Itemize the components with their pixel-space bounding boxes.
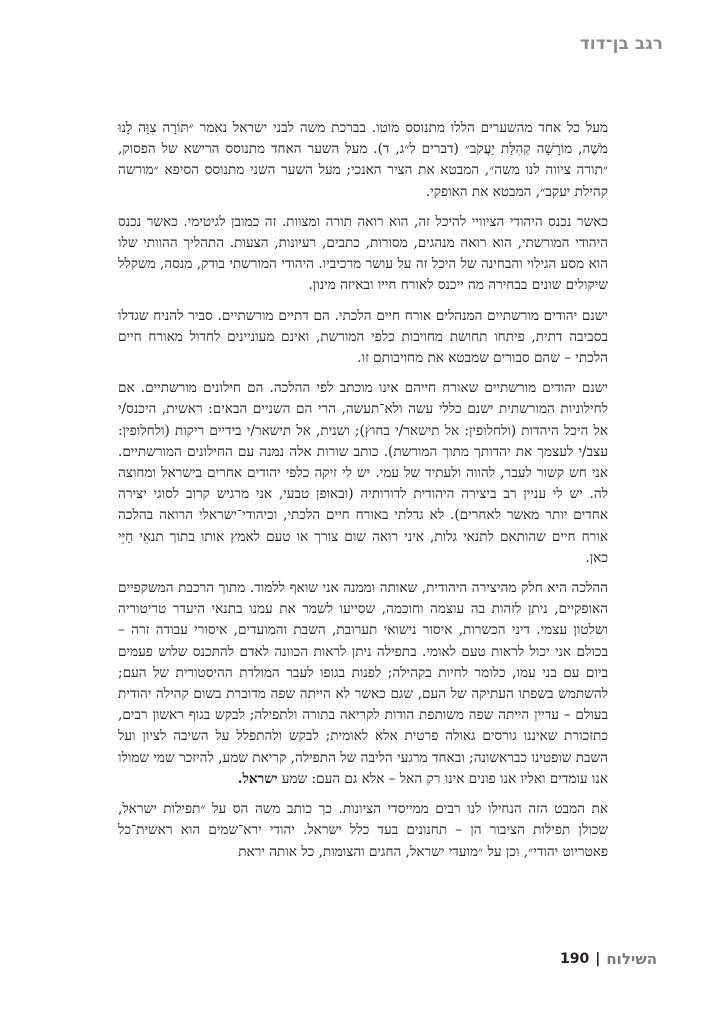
- page-footer: [560, 950, 657, 968]
- article-body: [118, 118, 608, 872]
- paragraph-3: ישנם יהודים מורשתיים המנהלים אורח חיים הלכתי. הם דתיים מורשתיים. סביר להניח שגדלו בסביבה דתית, פיתחו תחושת מחויבות כלפי המורשת, ואינם מעוניינים לחדול מאורח חיים הלכתי – שהם סבורים שמבטא את מחויבותם זו.: [118, 307, 608, 367]
- journal-name: השילוח: [606, 950, 657, 968]
- paragraph-6: את המבט הזה הנחילו לנו רבים ממייסדי הציונות. כך כותב משה הס על ״תפילות ישראל, שכולן תפילות הציבור הן – תחנונים בעד כלל ישראל. יהודי ירא־שמים הוא ראשית־כל פאטריוט יהודי״, וכן על ״מועדי ישראל, החגים והצומות, כל אותה יראת: [118, 801, 608, 860]
- page-number: 190: [560, 951, 590, 967]
- paragraph-5: [118, 578, 608, 790]
- paragraph-1: מעל כל אחד מהשערים הללו מתנוסס מוטו. בברכת משה לבני ישראל נאמר ״תּוֹרָה צִוָּה לָנוּ מֹשֶׁה, מוֹרָשָׁה קְהִלַּת יַעֲקֹב״ (דברים ל״ג, ד). מעל השער האחד מתנוסס הרישא של הפסוק, ״תורה ציווה לנו משה״, המבטא את הציר האנכי; מעל השער השני מתנוסס הסיפא ״מורשה קהילת יעקב״, המבטא את האופקי.: [118, 120, 608, 200]
- running-head-title: רגב בן־דוד: [579, 34, 663, 54]
- footer-separator: |: [595, 951, 601, 967]
- paragraph-5-text: ההלכה היא חלק מהיצירה היהודית, שאותה וממנה אני שואף ללמוד. מתוך הרכבת המשקפיים האופקיים, ניתן לזהות בה עוצמה וחוכמה, שסייעו לשמר את עמנו בתנאי היעדר טריטוריה ושלטון עצמי. דיני הכשרות, איסור נישואי תערובת, השבת והמועדים, איסורי עבודה זרה – בכולם אני יכול לראות טעם לאומי. בתפילה ניתן לראות הכוונה לאדם להתכנס שלוש פעמים ביום עם בני עמו, כלומר לחיות בקהילה; לפנות בגופו לעבר המולדת ההיסטורית של העם; להשתמש בשפתו העתיקה של העם, שגם כאשר לא הייתה שפה מדוברת בשום קהילה יהודית בעולם – עדיין הייתה שפה משותפת הודות לקריאה בתורה ולתפילה; לבקש בגוף ראשון רבים, כתזכורת שאיננו גורסים גאולה פרטית אלא לאומית; לבקש ולהתפלל על השיבה לציון ועל השבת שופטינו כבראשונה; ובאחד מרגעי הליבה של התפילה, קריאת שמע, להיזכר שמי שמולו אנו עומדים ואליו אנו פונים אינו רק האל – אלא גם העם: שמע: [118, 580, 608, 787]
- paragraph-2: כאשר נכנס היהודי הציוויי להיכל זה, הוא רואה תורה ומצוות. זה כמובן לגיטימי. כאשר נכנס היהודי המורשתי, הוא רואה מנהגים, מסורות, כתבים, רעיונות, הצעות. התהליך ההוותי שלו הוא מסע הגילוי והבחינה של היכל זה על עושר מרכיביו. היהודי המורשתי בודק, מנסה, משקלל שיקולים שונים בבחירה מה ייכנס לאורח חייו ובאיזה מינון.: [118, 213, 608, 294]
- paragraph-4: ישנם יהודים מורשתיים שאורח חייהם אינו מוכתב לפי ההלכה. הם חילונים מורשתיים. אם לחילוניות המורשתית ישנם כללי עשה ולא־תעשה, הרי הם השניים הבאים: ראשית, היכנס/י אל היכל היהדות (ולחלופין: אל תישאר/י בחוץ); ושנית, אל תישאר/י בידיים ריקות (ולחלופין: עצב/י לעצמך את יהדותך מתוך המורשת). כותב שורות אלה נמנה עם החילונים המורשתיים. אני חש קשור לעבר, להווה ולעתיד של עמי. יש לי זיקה כלפי יהודים אחרים בישראל ומחוצה לה. יש לי עניין רב ביצירה היהודית לדורותיה (ובאופן טבעי, אני מרגיש קרוב לסוגי יצירה אחדים יותר מאשר לאחרים). לא גדלתי באורח חיים הלכתי, וכיהודי־ישראלי הרואה בהלכה אורח חיים שהותאם לתנאי גלות, איני רואה שום צורך או טעם לאמץ אותו בתוך תנאֵי חַיֵּי כאן.: [118, 380, 608, 566]
- emphasized-word: ישראל.: [237, 770, 278, 787]
